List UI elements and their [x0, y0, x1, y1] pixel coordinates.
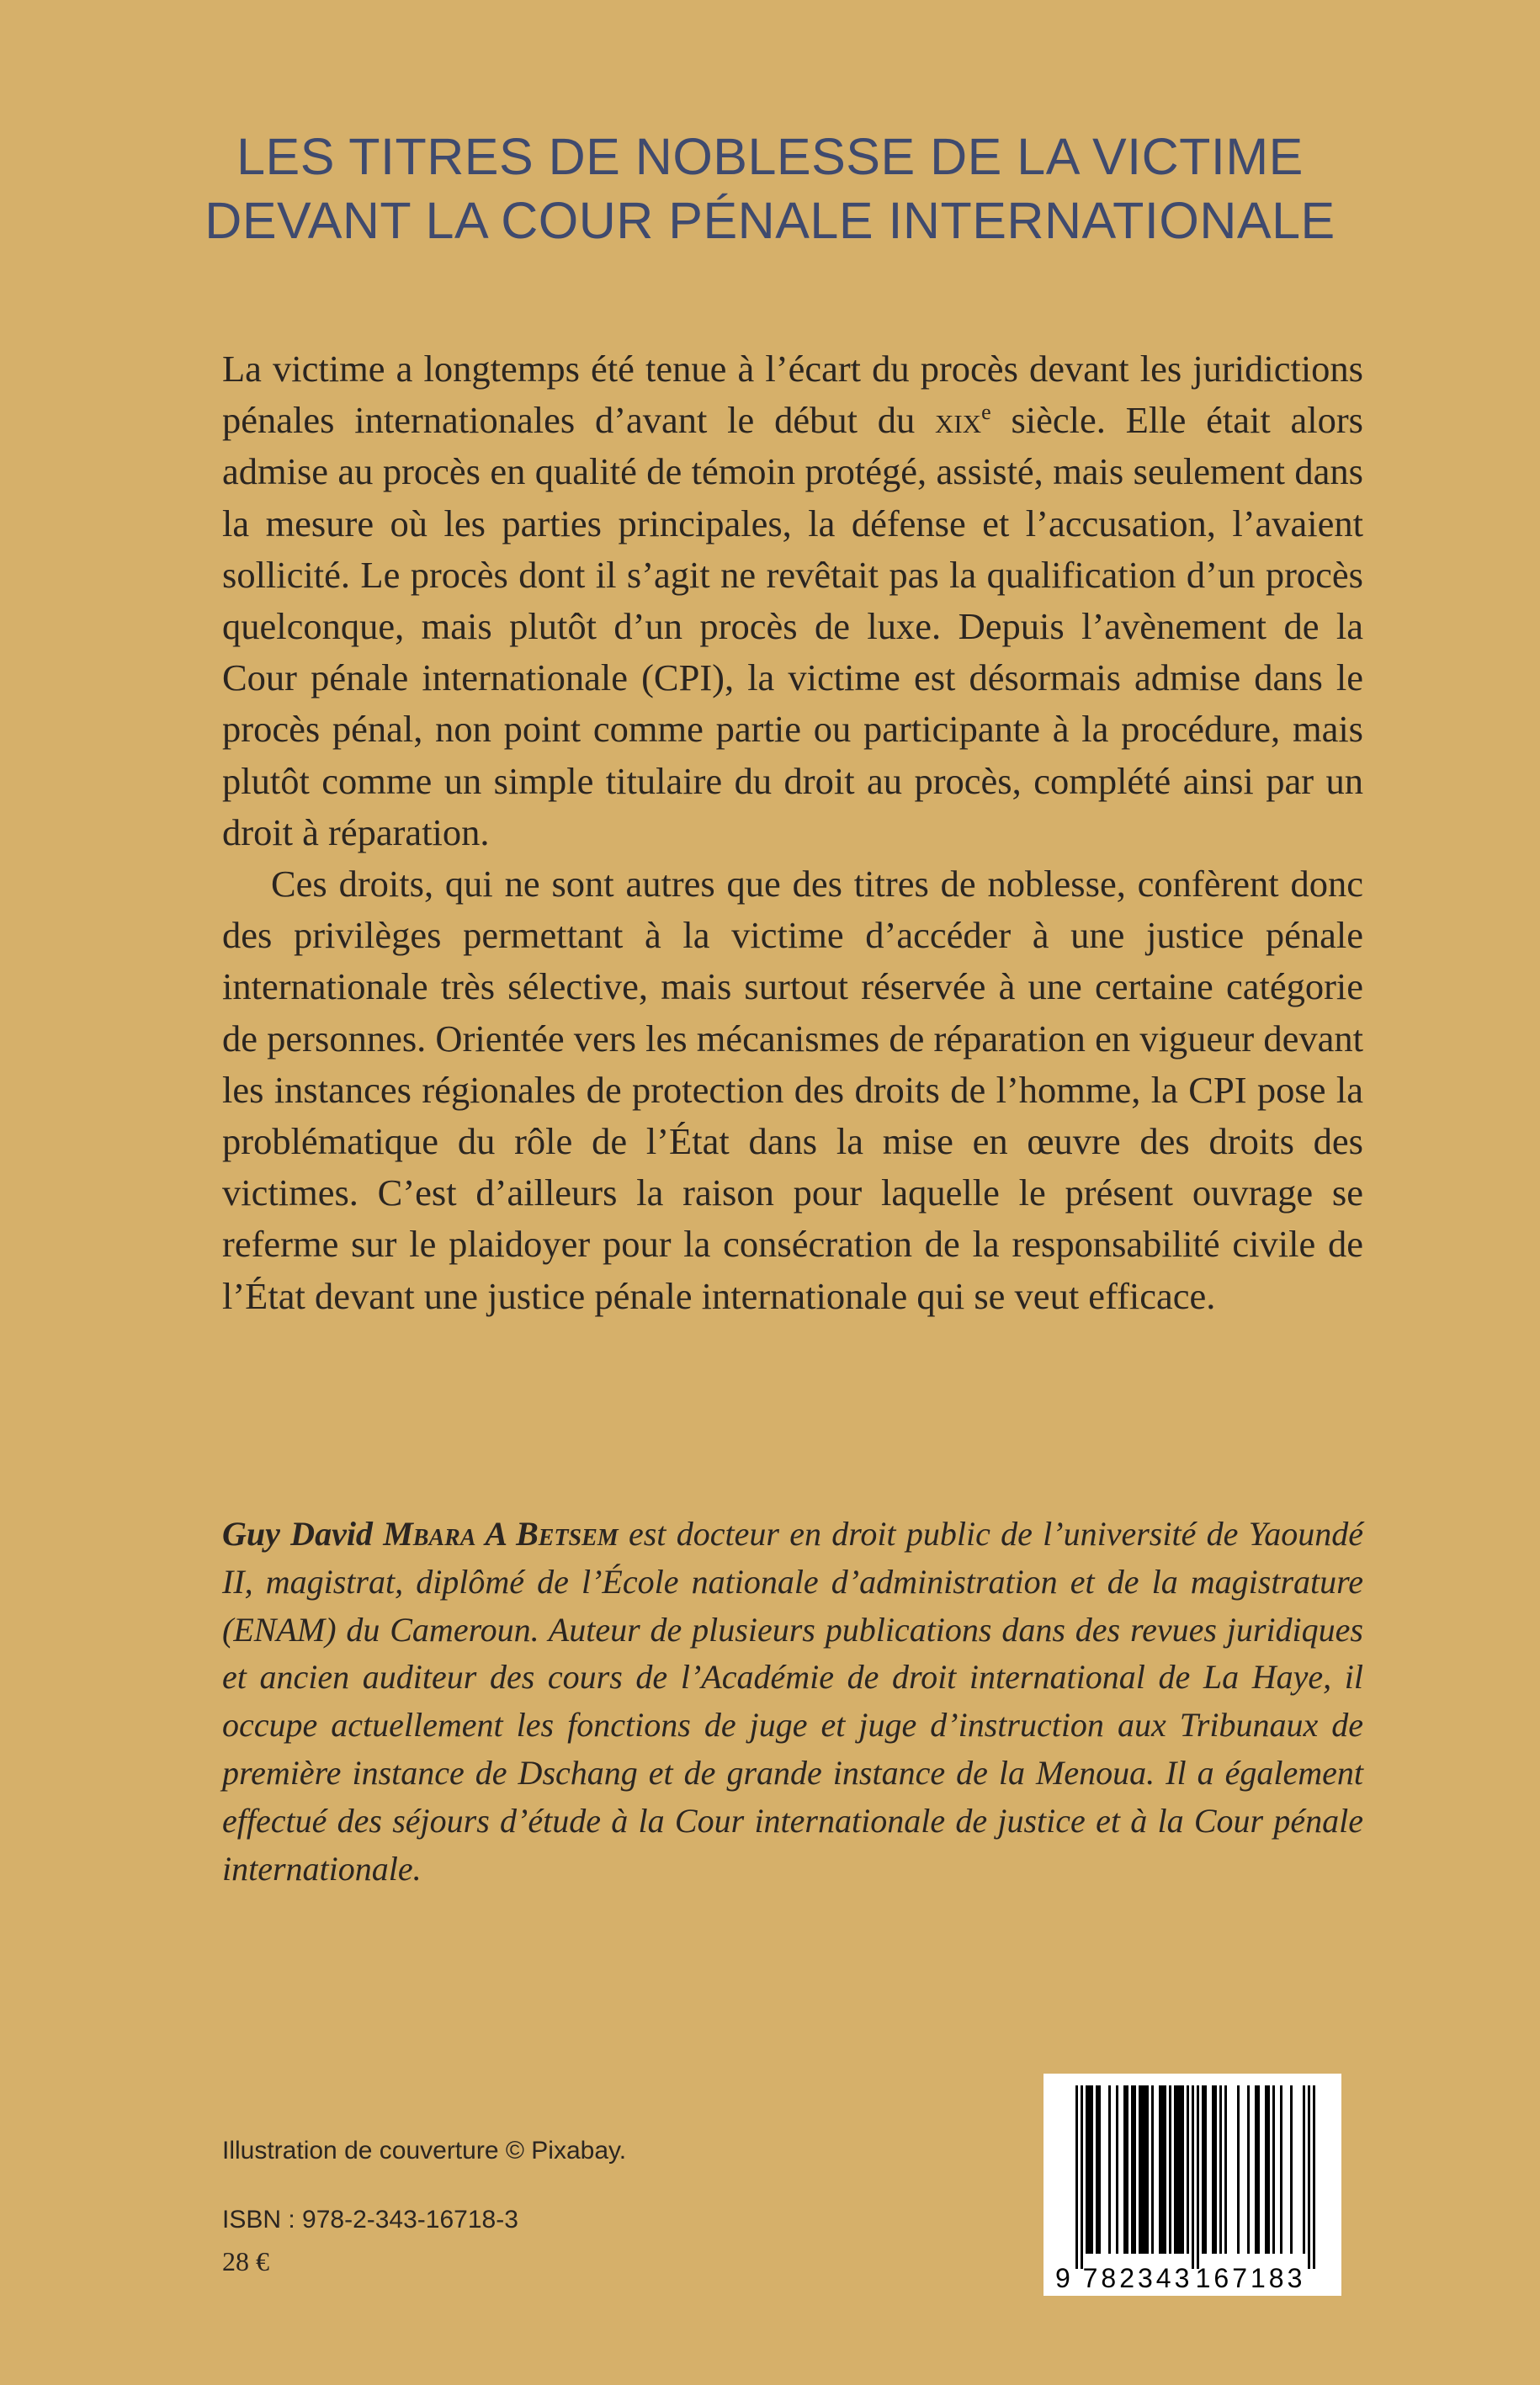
barcode-bar — [1204, 2085, 1207, 2254]
author-first-name: Guy David — [222, 1515, 384, 1553]
author-bio-text: est docteur en droit public de l’université de Yaoundé II, magistrat, diplômé de l’École nationale d’administration et de la magistrature (ENAM) du Cameroun. Auteur de plusieurs publications dans des revues juridiques et ancien auditeur des cours de l’Académie de droit international de La Haye, il occupe actuellement les fonctions de juge et juge d’instruction aux Tribunaux de première instance de Dschang et de grande instance de la Menoua. Il a également effectué des séjours d’étude à la Cour internationale de justice et à la Cour pénale internationale. — [222, 1515, 1363, 1888]
barcode-bar — [1088, 2085, 1091, 2254]
century-superscript: e — [981, 400, 991, 425]
barcode-bar — [1151, 2085, 1154, 2254]
barcode-bar — [1159, 2085, 1161, 2254]
title-line-2: DEVANT LA COUR PÉNALE INTERNATIONALE — [204, 192, 1336, 249]
summary-text — [222, 343, 1363, 1322]
barcode-bar — [1237, 2085, 1240, 2254]
barcode-bar — [1224, 2085, 1227, 2254]
barcode-bar — [1134, 2085, 1136, 2254]
price: 28 € — [222, 2246, 269, 2276]
barcode-bar — [1144, 2085, 1146, 2254]
barcode-bar — [1164, 2085, 1166, 2254]
barcode-digits-right: 167183 — [1195, 2263, 1306, 2293]
barcode-bar — [1212, 2085, 1214, 2254]
barcode-digits-left: 782343 — [1082, 2263, 1193, 2293]
barcode-bar — [1123, 2085, 1126, 2254]
barcode-bar — [1086, 2085, 1088, 2254]
barcode-bar — [1214, 2085, 1217, 2254]
barcode-bar — [1081, 2085, 1083, 2269]
barcode-bar — [1108, 2085, 1111, 2254]
barcode-bar — [1290, 2085, 1293, 2254]
barcode — [1043, 2074, 1341, 2296]
barcode-bar — [1247, 2085, 1250, 2254]
barcode-bar — [1161, 2085, 1164, 2254]
summary-p1-end: siècle. Elle était alors admise au procès en qualité de témoin protégé, assisté, mais seulement dans la mesure où les parties principales, la défense et l’accusation, l’avaient sollicité. Le procès dont il s’agit ne revêtait pas la qualification d’un procès quelconque, mais plutôt d’un procès de luxe. Depuis l’avènement de la Cour pénale internationale (CPI), la victime est désormais admise dans le procès pénal, non point comme partie ou participante à la procédure, mais plutôt comme un simple titulaire du droit au procès, complété ainsi par un droit à réparation. — [222, 399, 1363, 853]
barcode-bar — [1179, 2085, 1182, 2254]
isbn: ISBN : 978-2-343-16718-3 — [222, 2206, 518, 2234]
summary-paragraph-1 — [222, 343, 1363, 858]
barcode-bar — [1075, 2085, 1078, 2269]
barcode-bar — [1169, 2085, 1171, 2254]
barcode-bar — [1303, 2085, 1305, 2254]
barcode-bar — [1202, 2085, 1204, 2254]
barcode-bar — [1139, 2085, 1141, 2254]
barcode-graphic — [1043, 2074, 1341, 2296]
barcode-bar — [1219, 2085, 1222, 2254]
barcode-bar — [1280, 2085, 1282, 2254]
title-line-1: LES TITRES DE NOBLESSE DE LA VICTIME — [236, 128, 1304, 185]
barcode-bar — [1272, 2085, 1275, 2254]
summary-paragraph-2: Ces droits, qui ne sont autres que des titres de noblesse, confèrent donc des privilèges permettant à la victime d’accéder à une justice pénale internationale très sélective, mais surtout réservée à une certaine catégorie de personnes. Orientée vers les mécanismes de réparation en vigueur devant les instances régionales de protection des droits de l’homme, la CPI pose la problématique du rôle de l’État dans la mise en œuvre des droits des victimes. C’est d’ailleurs la raison pour laquelle le présent ouvrage se referme sur le plaidoyer pour la consécration de la responsabilité civile de l’État devant une justice pénale internationale qui se veut efficace. — [222, 863, 1363, 1317]
barcode-bar — [1197, 2085, 1199, 2269]
barcode-bar — [1141, 2085, 1144, 2254]
century-numeral: xix — [935, 399, 982, 442]
barcode-bar — [1176, 2085, 1179, 2254]
barcode-bar — [1187, 2085, 1189, 2254]
cover-credit: Illustration de couverture © Pixabay. — [222, 2137, 627, 2165]
barcode-bars — [1075, 2085, 1315, 2269]
barcode-bar — [1096, 2085, 1098, 2254]
barcode-bar — [1174, 2085, 1176, 2254]
barcode-bar — [1257, 2085, 1260, 2254]
barcode-bar — [1126, 2085, 1128, 2254]
barcode-bar — [1091, 2085, 1093, 2254]
barcode-bar — [1182, 2085, 1184, 2254]
summary-p1-start: La victime a longtemps été tenue à l’écart du procès devant les juridictions pénales internationales d’avant le début du — [222, 348, 1363, 442]
author-last-name: Mbara A Betsem — [383, 1515, 619, 1553]
barcode-bar — [1265, 2085, 1267, 2254]
barcode-bar — [1116, 2085, 1118, 2254]
barcode-bar — [1146, 2085, 1149, 2254]
barcode-bar — [1255, 2085, 1257, 2254]
barcode-bar — [1267, 2085, 1270, 2254]
barcode-digit-first: 9 — [1055, 2263, 1070, 2293]
barcode-bar — [1313, 2085, 1315, 2269]
author-bio — [222, 1511, 1363, 1893]
book-title — [135, 125, 1405, 252]
barcode-bar — [1192, 2085, 1194, 2269]
barcode-bar — [1308, 2085, 1310, 2269]
barcode-bar — [1098, 2085, 1101, 2254]
barcode-bar — [1131, 2085, 1134, 2254]
